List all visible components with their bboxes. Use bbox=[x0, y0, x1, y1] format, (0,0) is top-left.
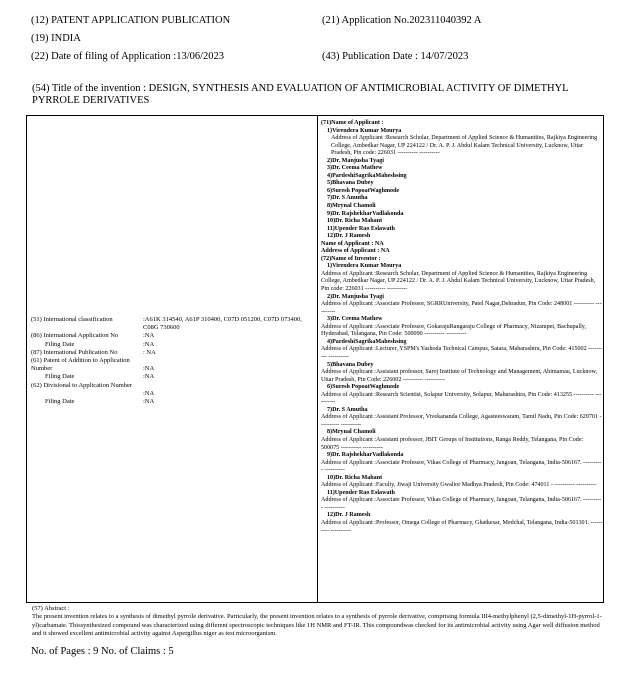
field-value: :NA bbox=[143, 397, 155, 405]
inventor-name: 9)Dr. RajshekharVadlakonda bbox=[327, 452, 404, 459]
applicant-name: 8)Mrynal Chamoli bbox=[327, 203, 376, 210]
applicant-name: 9)Dr. RajshekharVadlakonda bbox=[327, 210, 404, 217]
inventor-address: Address of Applicant :Associate Professor, Vikas College of Pharmacy, Jangoan, Telangana, India-506167. ---------- ---------- bbox=[321, 497, 602, 511]
applicant-name: 11)Upender Rao Eslawath bbox=[327, 225, 395, 232]
applicant-name: 2)Dr. Manjusha Tyagi bbox=[327, 157, 384, 164]
applicant-address-na: Address of Applicant : NA bbox=[321, 248, 390, 255]
field-value: :NA bbox=[143, 389, 155, 397]
field-key: (62) Divisional to Application Number bbox=[31, 381, 133, 389]
field-value: :NA bbox=[143, 365, 155, 373]
field-value: :A61K 314540, A61P 310400, C07D 051200, C07D 073400, C08G 730600 bbox=[143, 316, 302, 332]
applicant-inventor-details bbox=[321, 120, 603, 535]
inventors-heading: (72)Name of Inventor : bbox=[321, 255, 381, 262]
abstract-text: The present invention relates to a synthesis of dimethyl pyrrole derivative. Particularly, the present invention relates to a synthesis of pyrrole derivative, comprising formula III4-methylphenyl (2,5-dimethyl-1H-pyrrol-1-yl)carbamate. Thissynthesized compound was characterized using different spectroscopic techniques like 1H NMR and FT-IR. This compoundwas checked for its antimicrobial activity using Agar well diffusion method and it showed excellent antimicrobial activity against Aspergillus niger as test microorganism. bbox=[32, 613, 602, 638]
field-row bbox=[31, 382, 313, 398]
inventor-name: 12)Dr. J Ramesh bbox=[327, 512, 371, 519]
inventor-address: Address of Applicant :Faculty, Jiwaji University Gwalior Madhya Pradesh, Pin Code: 474011 - ---------- ---------- bbox=[321, 482, 597, 489]
country: (19) INDIA bbox=[31, 33, 81, 44]
field-row bbox=[31, 357, 313, 373]
applicant-name: 3)Dr. Ceema Mathew bbox=[327, 165, 383, 172]
applicants-heading: (71)Name of Applicant : bbox=[321, 120, 384, 126]
field-row bbox=[31, 349, 313, 357]
field-value: : NA bbox=[143, 348, 156, 356]
inventor-name: 3)Dr. Ceema Mathew bbox=[327, 316, 383, 323]
inventor-address: Address of Applicant :Associate Professor, Vikas College of Pharmacy, Jangoan, Telangana, India-506167. ---------- ---------- bbox=[321, 459, 602, 474]
field-key: Filing Date bbox=[45, 340, 75, 348]
applicant-name: 5)Bhavana Dubey bbox=[327, 180, 374, 187]
inventor-name: 1)Virendera Kumar Mourya bbox=[327, 263, 402, 270]
inventor-address: Address of Applicant :Research Scientist, Solapur University, Solapur, Maharashtra, Pin Code: 413255 ---------- ---------- bbox=[321, 391, 602, 406]
inventor-address: Address of Applicant :Research Scholar, Department of Applied Science & Humanities, Rajkiya Engineering College, Ambedkar Nagar, UP 224122 / Dr. A. P. J. Abdul Kalam Technical University, Lucknow, Uttar Pradesh, Pin code: 226031 ---------- ---------- bbox=[321, 270, 596, 293]
inventor-name: 6)Suresh PopoatWaghmode bbox=[327, 384, 400, 391]
field-row bbox=[31, 341, 313, 349]
inventor-address: Address of Applicant :Associate Professor, SGRRUniversity, Patel Nagar,Dehradun, Pin Code: 248001 ---------- ---------- bbox=[321, 301, 602, 315]
field-row bbox=[31, 316, 313, 332]
field-row bbox=[31, 398, 313, 406]
inventor-name: 5)Bhavana Dubey bbox=[327, 361, 374, 368]
inventor-address: Address of Applicant :Assistant professor, JBIT Groups of Institutions, Ranga Reddy, Telangana, Pin Code: 500075 ---------- ---------- bbox=[321, 436, 584, 451]
field-row bbox=[31, 373, 313, 381]
field-key: Filing Date bbox=[45, 373, 75, 381]
invention-title: (54) Title of the invention : DESIGN, SYNTHESIS AND EVALUATION OF ANTIMICROBIAL ACTIVITY OF DIMETHYL PYRROLE DERIVATIVES bbox=[32, 83, 569, 106]
bibliographic-table bbox=[26, 115, 604, 603]
inventor-name: 4)PardeshiSagrikaMaheshsing bbox=[327, 338, 407, 345]
field-key: (86) International Application No bbox=[31, 332, 119, 340]
pages-claims: No. of Pages : 9 No. of Claims : 5 bbox=[31, 646, 174, 657]
applicant-name: 6)Suresh PopoatWaghmode bbox=[327, 187, 400, 194]
field-value: :NA bbox=[143, 340, 155, 348]
applicant-name: 12)Dr. J Ramesh bbox=[327, 233, 371, 240]
field-key: Filing Date bbox=[45, 397, 75, 405]
inventor-address: Address of Applicant :Professor, Omega College of Pharmacy, Ghatkesar, Medchal, Telangana, India-501301. ---------- ---------- bbox=[321, 519, 603, 534]
field-key: (61) Patent of Addition to Application Number bbox=[31, 357, 130, 373]
inventor-name: 11)Upender Rao Eslawath bbox=[327, 489, 395, 496]
applicant-name: 4)PardeshiSagrikaMaheshsing bbox=[327, 172, 407, 179]
inventor-name: 7)Dr. S Amutha bbox=[327, 406, 368, 413]
abstract-section bbox=[32, 605, 608, 639]
inventor-name: 2)Dr. Manjusha Tyagi bbox=[327, 293, 384, 300]
field-key: (51) International classification bbox=[31, 316, 113, 323]
applicant-name: 1)Virendera Kumar Mourya bbox=[327, 127, 402, 134]
applicant-name: 7)Dr. S Amutha bbox=[327, 195, 368, 202]
inventor-name: 10)Dr. Richa Mahant bbox=[327, 474, 383, 481]
field-value: :NA bbox=[143, 332, 155, 340]
applicant-address: Address of Applicant :Research Scholar, Department of Applied Science & Humanities, Rajkiya Engineering College, Ambedkar Nagar, UP 224122 / Dr. A. P. J. Abdul Kalam Technical University, Lucknow, Uttar Pradesh, Pin code: 226031 ---------- ---------- bbox=[331, 135, 598, 157]
inventor-name: 8)Mrynal Chamoli bbox=[327, 429, 376, 436]
column-divider bbox=[317, 116, 318, 602]
classification-fields bbox=[31, 316, 313, 406]
field-value: :NA bbox=[143, 373, 155, 381]
filing-date: (22) Date of filing of Application :13/06/2023 bbox=[31, 51, 225, 62]
inventor-address: Address of Applicant :Assistant professor, Saroj Institute of Technology and Management, Ahimamau, Lucknow, Uttar Pradesh, Pin Code: 226002 ---------- ---------- bbox=[321, 369, 598, 383]
publication-date: (43) Publication Date : 14/07/2023 bbox=[322, 51, 469, 62]
applicant-name-na: Name of Applicant : NA bbox=[321, 240, 384, 247]
inventor-address: Address of Applicant :Assistant Professor, Vivekananda College, Agasteeswaram, Tamil Nadu, Pin Code: 629701 ---------- ---------- bbox=[321, 414, 602, 428]
inventor-address: Address of Applicant :Lecturer, YSPM's Yashoda Technical Campus, Satara, Maharashtra, Pin Code: 415002 ---------- ---------- bbox=[321, 346, 603, 360]
field-row bbox=[31, 332, 313, 340]
applicant-name: 10)Dr. Richa Mahant bbox=[327, 218, 383, 225]
publication-type: (12) PATENT APPLICATION PUBLICATION bbox=[31, 15, 231, 26]
application-number: (21) Application No.202311040392 A bbox=[322, 15, 482, 26]
inventor-address: Address of Applicant :Associate Professor, GokarajuRangaraju College of Pharmacy, Nizampet, Bachupally, Hyderabad, Telangana, Pin Code: 500090 ---------- ---------- bbox=[321, 323, 586, 338]
abstract-heading: (57) Abstract : bbox=[32, 605, 70, 612]
field-key: (87) International Publication No bbox=[31, 348, 118, 356]
